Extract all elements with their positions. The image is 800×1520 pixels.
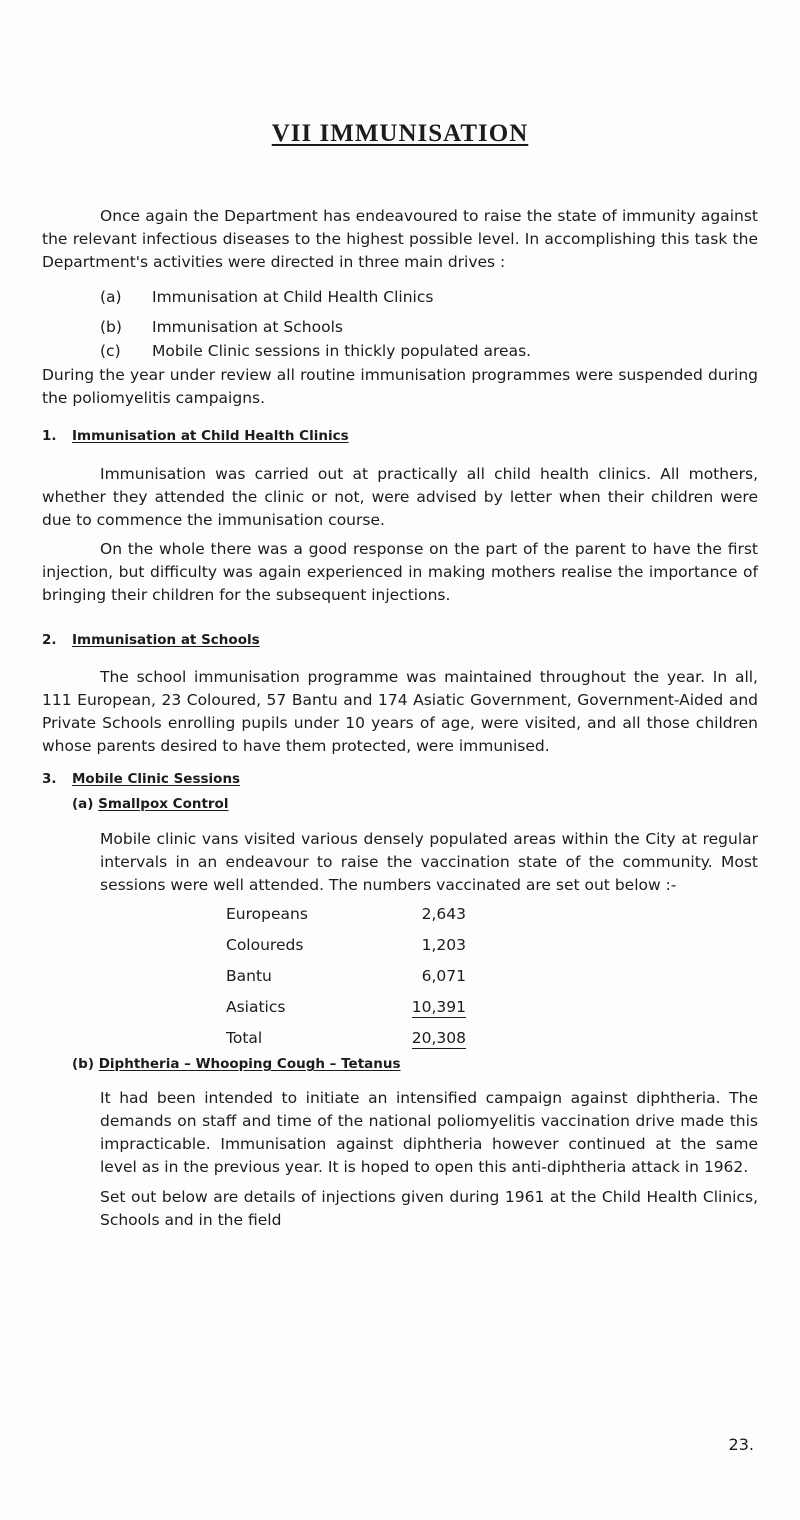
- intro-paragraph: Once again the Department has endeavoured to raise the state of immunity against the relevant infectious diseases to the highest possible level. In accomplishing this task the Department's activities were directed in three main drives :: [42, 207, 758, 271]
- vaccination-table: [226, 898, 466, 1053]
- table-cell-name: Bantu: [226, 966, 272, 985]
- drive-item-a: (a) Immunisation at Child Health Clinics: [100, 288, 434, 306]
- table-cell-value: 2,643: [421, 904, 466, 923]
- subsection-b-heading: (b) Diphtheria – Whooping Cough – Tetanus: [72, 1056, 401, 1072]
- subsection-a-heading: (a) Smallpox Control: [72, 796, 229, 812]
- section-2-heading: 2. Immunisation at Schools: [42, 632, 260, 648]
- drive-item-c: (c) Mobile Clinic sessions in thickly populated areas.: [100, 342, 532, 360]
- table-cell-name: Asiatics: [226, 997, 286, 1016]
- subsection-b-paragraph-2: Set out below are details of injections given during 1961 at the Child Health Clinics, Schools and in the field: [100, 1188, 758, 1229]
- table-total-label: Total: [226, 1028, 263, 1047]
- table-cell-name: Europeans: [226, 904, 308, 923]
- subsection-b-paragraph-1: It had been intended to initiate an intensified campaign against diphtheria. The demands on staff and time of the national poliomyelitis vaccination drive made this impracticable. Immunisation against diphtheria however continued at the same level as in the previous year. It is hoped to open this anti-diphtheria attack in 1962.: [100, 1089, 758, 1176]
- table-row: [226, 991, 466, 1022]
- table-row: [226, 960, 466, 991]
- page-title: VII IMMUNISATION: [271, 120, 529, 147]
- table-cell-value: 6,071: [421, 966, 466, 985]
- section-3-heading: 3. Mobile Clinic Sessions: [42, 771, 241, 787]
- table-cell-value: 10,391: [411, 997, 466, 1016]
- section-1-heading: 1. Immunisation at Child Health Clinics: [42, 428, 349, 444]
- table-cell-name: Coloureds: [226, 935, 304, 954]
- table-row: [226, 898, 466, 929]
- subsection-a-paragraph: Mobile clinic vans visited various densely populated areas within the City at regular intervals in an endeavour to raise the vaccination state of the community. Most sessions were well attended. The numbers vaccinated are set out below :-: [100, 830, 758, 894]
- table-total-row: [226, 1022, 466, 1053]
- section-1-paragraph-2: On the whole there was a good response on the part of the parent to have the first injection, but difficulty was again experienced in making mothers realise the importance of bringing their children for the subsequent injections.: [42, 540, 758, 604]
- section-2-paragraph: The school immunisation programme was maintained throughout the year. In all, 111 European, 23 Coloured, 57 Bantu and 174 Asiatic Government, Government-Aided and Private Schools enrolling pupils under 10 years of age, were visited, and all those children whose parents desired to have them protected, were immunised.: [42, 668, 758, 755]
- suspension-paragraph: During the year under review all routine immunisation programmes were suspended during the poliomyelitis campaigns.: [42, 366, 758, 407]
- table-cell-value: 1,203: [421, 935, 466, 954]
- table-row: [226, 929, 466, 960]
- table-total-value: 20,308: [411, 1028, 466, 1047]
- drive-item-b: (b) Immunisation at Schools: [100, 318, 343, 336]
- page-number: 23.: [728, 1435, 754, 1454]
- section-1-paragraph-1: Immunisation was carried out at practically all child health clinics. All mothers, whether they attended the clinic or not, were advised by letter when their children were due to commence the immunisation course.: [42, 465, 758, 529]
